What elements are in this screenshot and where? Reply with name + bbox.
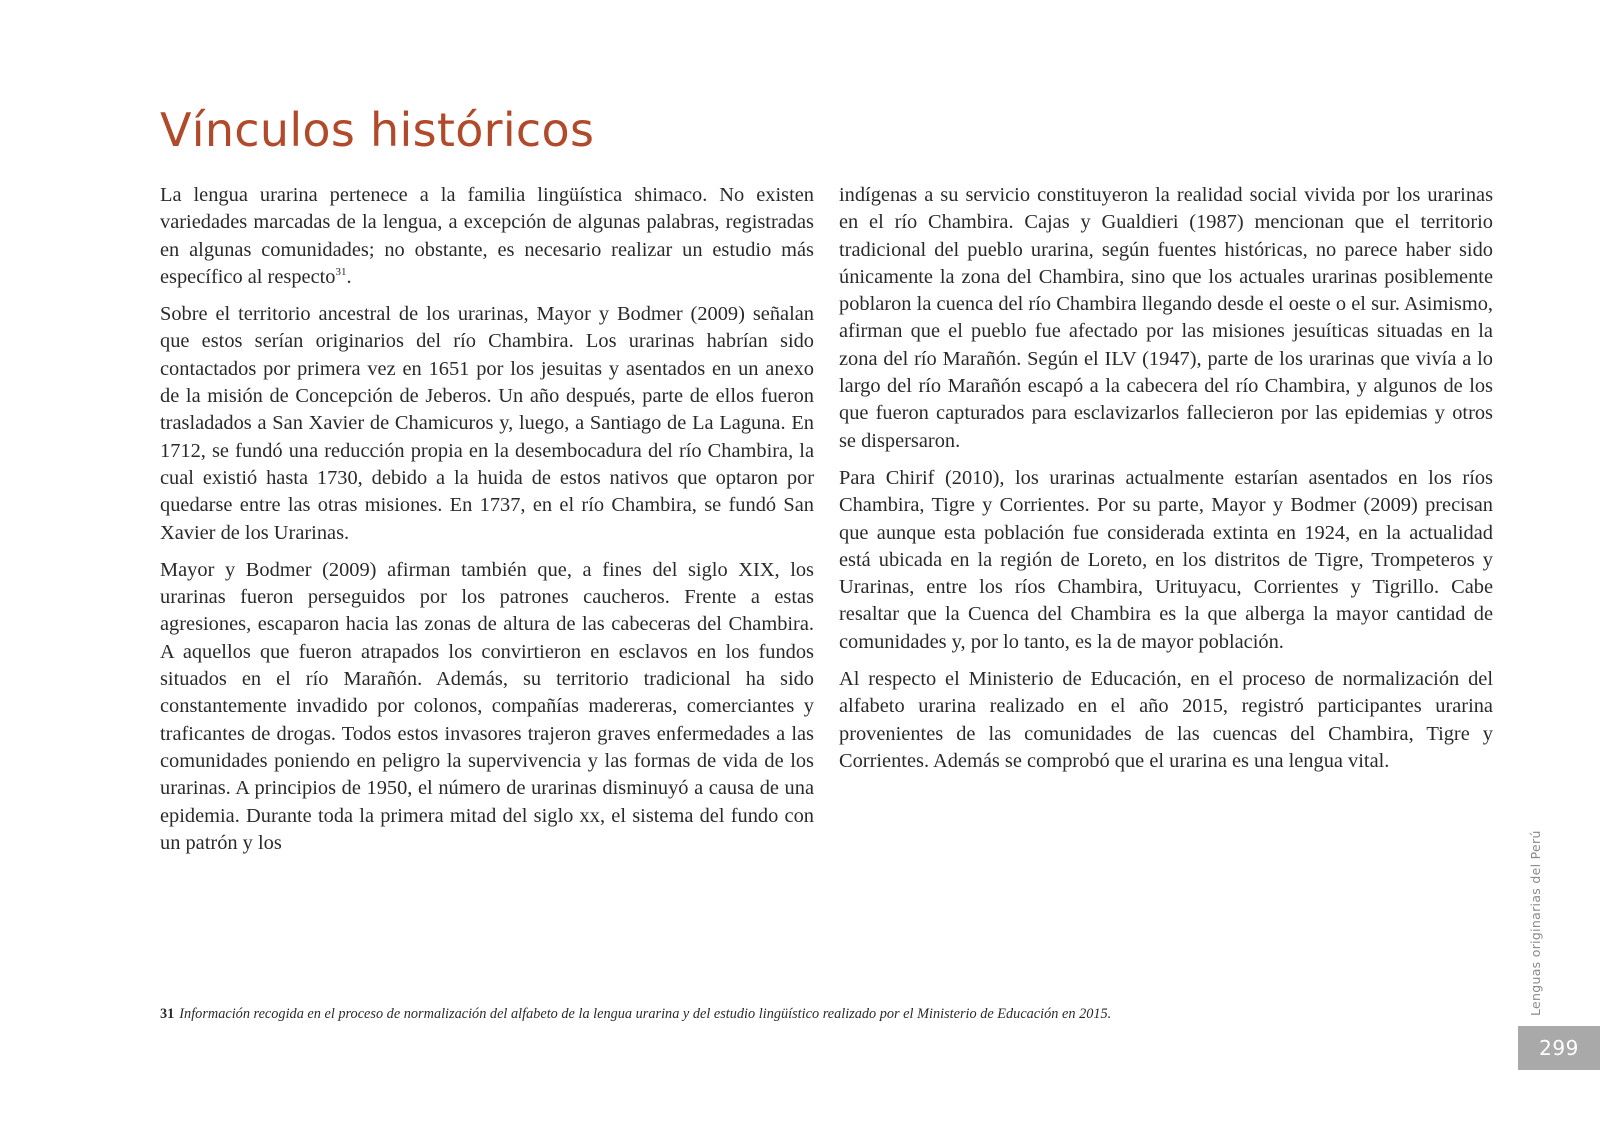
page-title: Vínculos históricos — [160, 103, 595, 157]
paragraph: Para Chirif (2010), los urarinas actualmente estarían asentados en los ríos Chambira, Tigre y Corrientes. Por su parte, Mayor y Bodmer (2009) precisan que aunque esta población fue considerada extinta en 1924, en la actualidad está ubicada en la región de Loreto, en los distritos de Tigre, Trompeteros y Urarinas, entre los ríos Chambira, Urituyacu, Corrientes y Tigrillo. Cabe resaltar que la Cuenca del Chambira es la que alberga la mayor cantidad de comunidades y, por lo tanto, es la de mayor población. — [839, 466, 1493, 653]
footnote-text: Información recogida en el proceso de normalización del alfabeto de la lengua urarina y del estudio lingüístico realizado por el Ministerio de Educación en 2015. — [179, 1006, 1112, 1022]
page-number-box — [1518, 1026, 1600, 1070]
paragraph: Al respecto el Ministerio de Educación, en el proceso de normalización del alfabeto urarina realizado en el año 2015, registró participantes urarina provenientes de las comunidades de las cuencas del Chambira, Tigre y Corrientes. Además se comprobó que el urarina es una lengua vital. — [839, 668, 1493, 772]
footnote — [160, 1004, 1460, 1024]
paragraph: Mayor y Bodmer (2009) afirman también que, a fines del siglo XIX, los urarinas fueron perseguidos por los patrones caucheros. Frente a estas agresiones, escaparon hacia las zonas de altura de las cabeceras del Chambira. A aquellos que fueron atrapados los convirtieron en esclavos en los fundos situados en el río Marañón. Además, su territorio tradicional ha sido constantemente invadido por colonos, compañías madereras, comerciantes y traficantes de drogas. Todos estos invasores trajeron graves enfermedades a las comunidades poniendo en peligro la supervivencia y las formas de vida de los urarinas. A principios de 1950, el número de urarinas disminuyó a causa de una epidemia. Durante toda la primera mitad del siglo xx, el sistema del fundo con un patrón y los — [160, 558, 814, 854]
paragraph — [160, 182, 814, 291]
page-number: 299 — [1539, 1036, 1579, 1060]
footnote-number: 31 — [160, 1006, 175, 1022]
paragraph: indígenas a su servicio constituyeron la realidad social vivida por los urarinas en el río Chambira. Cajas y Gualdieri (1987) mencionan que el territorio tradicional del pueblo urarina, según fuentes históricas, no parece haber sido únicamente la zona del Chambira, sino que los actuales urarinas posiblemente poblaron la cuenca del río Chambira llegando desde el oeste o el sur. Asimismo, afirman que el pueblo fue afectado por las misiones jesuíticas situadas en la zona del río Marañón. Según el ILV (1947), parte de los urarinas que vivía a lo largo del río Marañón escapó a la cabecera del río Chambira, y algunos de los que fueron capturados para esclavizarlos fallecieron por las epidemias y otros se dispersaron. — [839, 184, 1493, 452]
right-column — [839, 182, 1493, 785]
left-column — [160, 182, 814, 867]
running-head-text: Lenguas originarias del Perú — [1528, 830, 1543, 1016]
paragraph-end: . — [346, 265, 352, 288]
paragraph-text: La lengua urarina pertenece a la familia lingüística shimaco. No existen variedades marcadas de la lengua, a excepción de algunas palabras, registradas en algunas comunidades; no obstante, es necesario realizar un estudio más específico al respecto — [160, 184, 814, 288]
footnote-reference[interactable]: 31 — [335, 266, 347, 279]
paragraph: Sobre el territorio ancestral de los urarinas, Mayor y Bodmer (2009) señalan que estos serían originarios del río Chambira. Los urarinas habrían sido contactados por primera vez en 1651 por los jesuitas y asentados en un anexo de la misión de Concepción de Jeberos. Un año después, parte de ellos fueron trasladados a San Xavier de Chamicuros y, luego, a Santiago de La Laguna. En 1712, se fundó una reducción propia en la desembocadura del río Chambira, la cual existió hasta 1730, debido a la huida de estos nativos que optaron por quedarse entre las otras misiones. En 1737, en el río Chambira, se fundó San Xavier de los Urarinas. — [160, 303, 814, 544]
